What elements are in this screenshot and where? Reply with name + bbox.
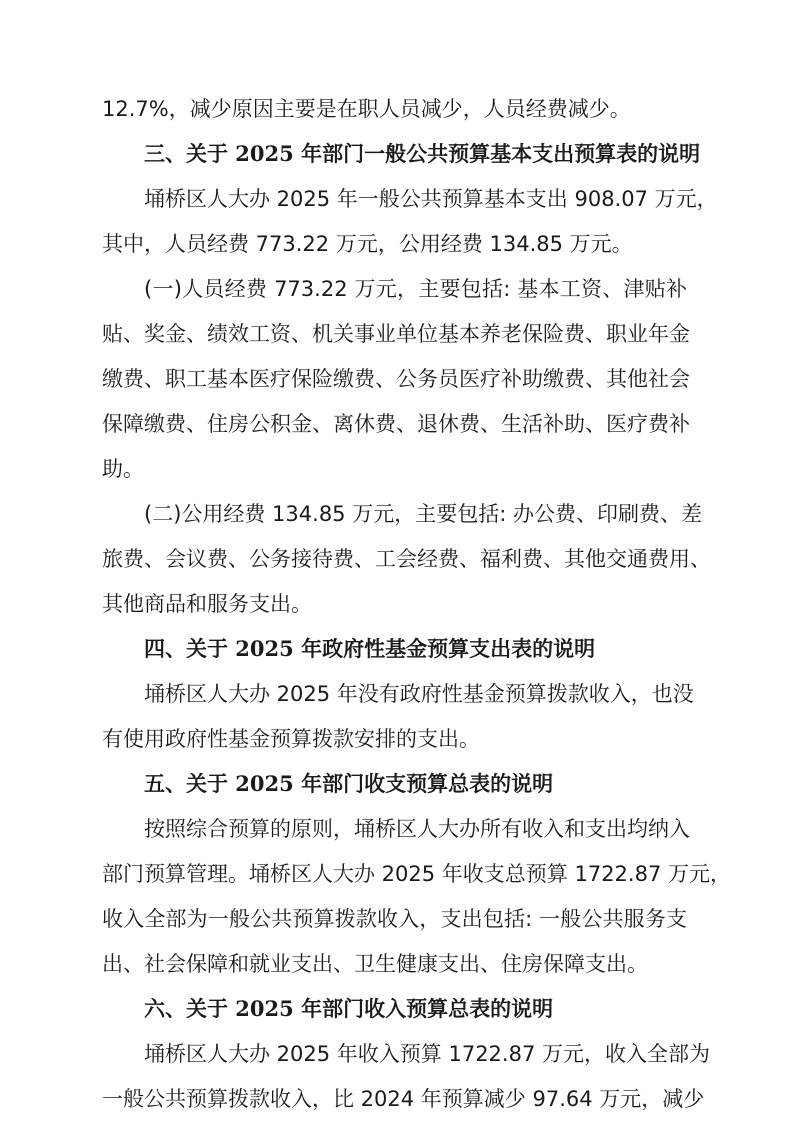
paragraph-line: 其他商品和服务支出。 [102,592,312,616]
paragraph-line: 贴、奖金、绩效工资、机关事业单位基本养老保险费、职业年金 [102,322,690,346]
section-heading-5: 五、关于 2025 年部门收支预算总表的说明 [144,771,554,796]
paragraph-line: 保障缴费、住房公积金、离休费、退休费、生活补助、医疗费补 [102,412,690,436]
section-heading-6: 六、关于 2025 年部门收入预算总表的说明 [144,996,554,1021]
paragraph-line: 出、社会保障和就业支出、卫生健康支出、住房保障支出。 [102,952,648,976]
paragraph-line: 12.7%，减少原因主要是在职人员减少，人员经费减少。 [102,97,631,121]
paragraph-line: 一般公共预算拨款收入，比 2024 年预算减少 97.64 万元，减少 [102,1087,705,1111]
paragraph-line: (一)人员经费 773.22 万元，主要包括: 基本工资、津贴补 [144,277,687,301]
paragraph-line: 助。 [102,457,144,481]
paragraph-line: (二)公用经费 134.85 万元，主要包括: 办公费、印刷费、差 [144,502,702,526]
paragraph-line: 有使用政府性基金预算拨款安排的支出。 [102,727,480,751]
paragraph-line: 收入全部为一般公共预算拨款收入，支出包括: 一般公共服务支 [102,907,687,931]
paragraph-line: 埇桥区人大办 2025 年收入预算 1722.87 万元，收入全部为 [144,1042,710,1066]
paragraph-line: 按照综合预算的原则，埇桥区人大办所有收入和支出均纳入 [144,817,690,841]
paragraph-line: 部门预算管理。埇桥区人大办 2025 年收支总预算 1722.87 万元， [102,862,731,886]
section-heading-4: 四、关于 2025 年政府性基金预算支出表的说明 [144,636,596,661]
section-heading-3: 三、关于 2025 年部门一般公共预算基本支出预算表的说明 [144,141,701,166]
paragraph-line: 埇桥区人大办 2025 年没有政府性基金预算拨款收入，也没 [144,682,694,706]
paragraph-line: 埇桥区人大办 2025 年一般公共预算基本支出 908.07 万元， [144,187,718,211]
paragraph-line: 其中，人员经费 773.22 万元，公用经费 134.85 万元。 [102,232,633,256]
paragraph-line: 缴费、职工基本医疗保险缴费、公务员医疗补助缴费、其他社会 [102,367,690,391]
paragraph-line: 旅费、会议费、公务接待费、工会经费、福利费、其他交通费用、 [102,547,711,571]
